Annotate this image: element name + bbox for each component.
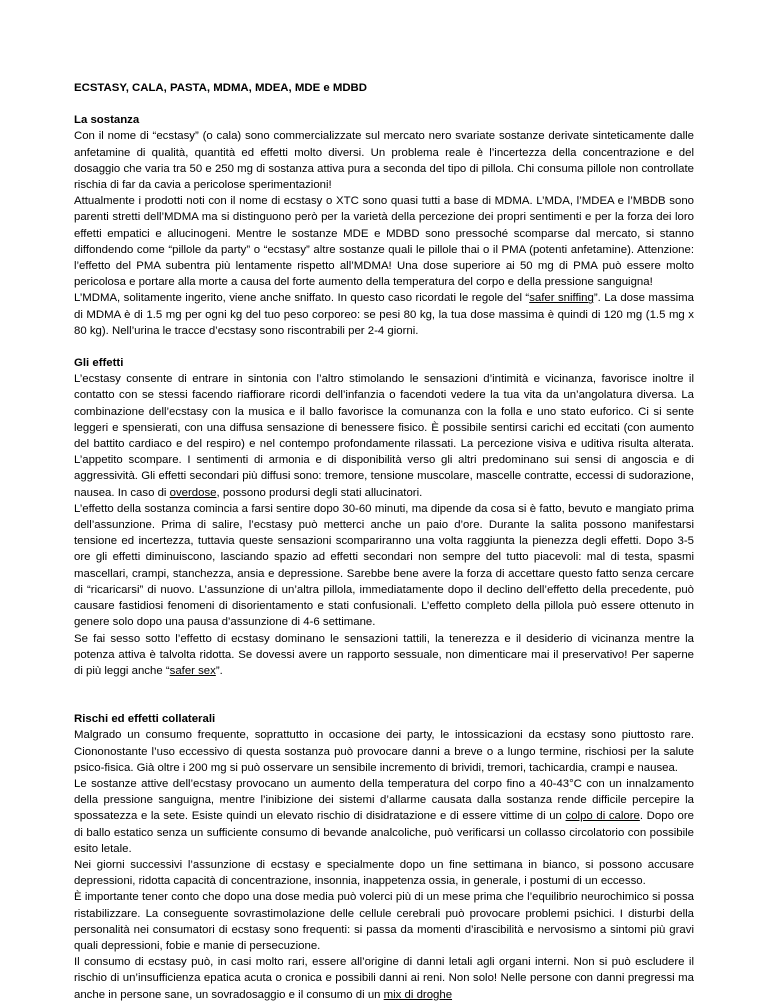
paragraph-text: Attualmente i prodotti noti con il nome di ecstasy o XTC sono quasi tutti a base di MDMA. L’MDA, l’MDEA e l’MBDB sono parenti stretti dell’MDMA ma si distinguono però per la varietà della percezione dei propri sentimenti e per la forza dei loro effetti empatici e allucinogeni. Mentre le sostanze MDE e MDBD sono pressoché scomparse dal mercato, si stanno diffondendo come “pillole da party” o “ecstasy” altre sostanze quali le pillole thai o il PMA (potenti anfetamine). Attenzione: l’effetto del PMA subentra più lentamente rispetto all’MDMA! Una dose superiore ai 50 mg di PMA può essere molto pericolosa e portare alla morte a causa del forte aumento della temperatura del corpo e della pressione sanguigna! — [74, 195, 694, 289]
section-heading: Gli effetti — [74, 357, 124, 370]
section — [74, 711, 694, 1003]
paragraph — [74, 857, 694, 889]
document-title: ECSTASY, CALA, PASTA, MDMA, MDEA, MDE e MDBD — [74, 82, 367, 94]
paragraph-text: L’MDMA, solitamente ingerito, viene anche sniffato. In questo caso ricordati le regole del “ — [74, 292, 530, 305]
paragraph-text: L’effetto della sostanza comincia a farsi sentire dopo 30-60 minuti, ma dipende da cosa si è fatto, bevuto e mangiato prima dell’assunzione. Prima di salire, l’ecstasy può metterci anche un paio d’ore. Durante la salita possono manifestarsi tensione ed incertezza, tuttavia queste sensazioni scompariranno una volta raggiunta la pienezza degli effetti. Dopo 3-5 ore gli effetti diminuiscono, lasciando spazio ad effetti secondari non sempre del tutto piacevoli: mal di testa, spasmi mascellari, crampi, stanchezza, ansia e depressione. Sarebbe bene avere la forza di accettare questo fatto senza cercare di “ricaricarsi” di nuovo. L’assunzione di un’altra pillola, immediatamente dopo il declino dell’effetto della precedente, può causare fastidiosi fenomeni di disorientamento e stati confusionali. L’effetto completo della pillola può essere ottenuto in genere solo dopo una pausa d’assunzione di 4-6 settimane. — [74, 502, 694, 629]
section-heading: La sostanza — [74, 114, 140, 127]
paragraph-text: Malgrado un consumo frequente, soprattutto in occasione dei party, le intossicazioni da ecstasy sono piuttosto rare. Ciononostante l’uso eccessivo di questa sostanza può provocare danni a breve o a lungo termine, rischiosi per la salute psico-fisica. Già oltre i 200 mg si può osservare un sensibile incremento di brividi, tremori, tachicardia, crampi e nausea. — [74, 729, 694, 774]
paragraph — [74, 727, 694, 776]
paragraph — [74, 631, 694, 680]
paragraph-text: ”. La dose massima di MDMA è di 1.5 mg per ogni kg del tuo peso corporeo: se pesi 80 kg, la tua dose massima è quindi di 120 mg (1.5 mg x 80 kg). Nell’urina le tracce d’ecstasy sono riscontrabili per 2-4 giorni. — [74, 292, 695, 337]
paragraph — [74, 776, 694, 857]
paragraph-text: Con il nome di “ecstasy” (o cala) sono commercializzate sul mercato nero svariate sostanze derivate sinteticamente dalle anfetamine di qualità, quantità ed effetti molto diversi. Un problema reale è l’incertezza della concentrazione e del dosaggio che varia tra 50 e 250 mg di sostanza attiva pura a seconda del tipo di pillola. Chi consuma pillole non controllate rischia di far da cavia a pericolose sperimentazioni! — [74, 130, 694, 192]
paragraph-text: Se fai sesso sotto l’effetto di ecstasy dominano le sensazioni tattili, la tenerezza e il desiderio di vicinanza mentre la potenza attiva è talvolta ridotta. Se dovessi avere un rapporto sessuale, non dimenticare mai il preservativo! Per saperne di più leggi anche “ — [74, 632, 694, 677]
paragraph-text: , possono prodursi degli stati allucinatori. — [216, 486, 423, 499]
paragraph-text: Nei giorni successivi l’assunzione di ecstasy e specialmente dopo un fine settimana in bianco, si possono accusare depressioni, ridotta capacità di concentrazione, insonnia, inappetenza ossia, in generale, i postumi di un eccesso. — [74, 858, 694, 888]
paragraph — [74, 501, 694, 631]
paragraph-text: Il consumo di ecstasy può, in casi molto rari, essere all’origine di danni letali agli organi interni. Non si può escludere il rischio di un’insufficienza epatica acuta o cronica e possibili danni ai reni. Non solo! Nelle persone con danni pregressi ma anche in persone sane, un sovradosaggio e il consumo di un — [74, 956, 694, 1001]
paragraph-text: L’ecstasy consente di entrare in sintonia con l’altro stimolando le sensazioni d’intimità e vicinanza, favorisce inoltre il contatto con se stessi facendo riaffiorare ricordi dell’infanzia o facendoti vedere la tua vita da un’angolatura diversa. La combinazione dell’ecstasy con la musica e il ballo favorisce la comunanza con la folla e uno stato euforico. Ci si sente leggeri e spensierati, con una diffusa sensazione di benessere fisico. È possibile sentirsi carichi ed eccitati (con aumento del battito cardiaco e del respiro) e nel contempo profondamente rilassati. La percezione visiva e uditiva risulta alterata. L’appetito scompare. I sentimenti di armonia e di disponibilità verso gli altri predominano sui sensi di angoscia e di aggressività. Gli effetti secondari più diffusi sono: tremore, tensione muscolare, mascelle contratte, eccessi di sudorazione, nausea. In caso di — [74, 373, 694, 499]
paragraph-text: . Dopo ore di ballo estatico senza un sufficiente consumo di bevande analcoliche, può verificarsi un collasso circolatorio con possibile esito letale. — [74, 810, 694, 855]
section — [74, 112, 694, 339]
paragraph — [74, 889, 694, 954]
section — [74, 355, 694, 679]
inline-link[interactable]: safer sex — [169, 664, 216, 677]
paragraph — [74, 371, 694, 501]
section-heading: Rischi ed effetti collaterali — [74, 713, 216, 726]
paragraph — [74, 290, 694, 339]
inline-link[interactable]: safer sniffing — [529, 292, 594, 305]
paragraph-text: È importante tener conto che dopo una dose media può volerci più di un mese prima che l’equilibrio neurochimico si possa ristabilizzare. La conseguente sovrastimolazione delle cellule cerebrali può provocare problemi psichici. I disturbi della personalità nei consumatori di ecstasy sono frequenti: si passa da momenti d’irascibilità e nervosismo a sintomi più gravi quali depressioni, fobie e manie di persecuzione. — [74, 891, 694, 952]
paragraph — [74, 193, 694, 290]
paragraph-text: Le sostanze attive dell’ecstasy provocano un aumento della temperatura del corpo fino a 40-43°C con un innalzamento della pressione sanguigna, mentre l’inibizione dei sistemi d’allarme causata dalla sostanza rende difficile percepire la spossatezza e la sete. Esiste quindi un elevato rischio di disidratazione e di essere vittime di un — [74, 777, 694, 823]
paragraph — [74, 954, 694, 1003]
paragraph-text: ”. — [215, 664, 223, 677]
inline-link[interactable]: mix di droghe — [383, 988, 453, 1001]
inline-link[interactable]: colpo di calore — [565, 810, 640, 823]
inline-link[interactable]: overdose — [169, 486, 217, 499]
document-body — [74, 112, 694, 1003]
paragraph — [74, 128, 694, 193]
